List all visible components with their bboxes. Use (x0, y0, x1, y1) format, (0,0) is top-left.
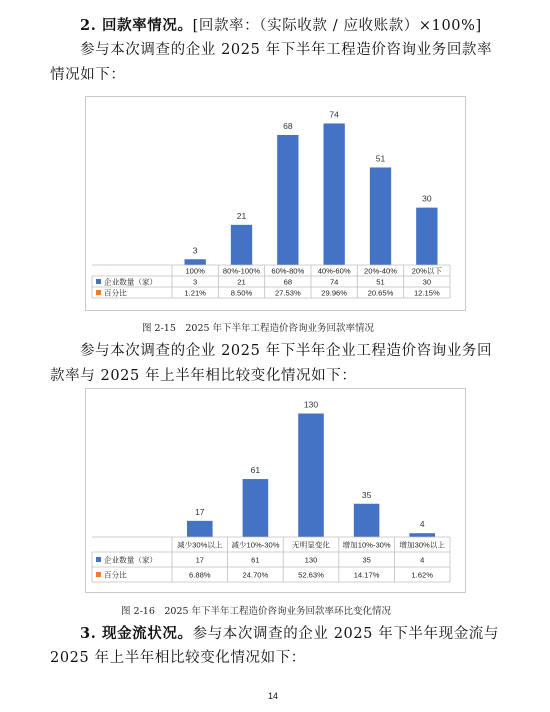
category-label-3: 40%-60% (317, 266, 351, 276)
category-label-1: 80%-100% (222, 266, 261, 276)
chart2-frame (85, 388, 466, 593)
chart2-svg (86, 389, 465, 592)
bar-3 (324, 123, 345, 265)
category-label-4: 增加30%以上 (399, 540, 445, 550)
bar-value-label-1: 61 (250, 465, 261, 476)
table-percent-cell-1: 24.70% (242, 570, 269, 580)
table-count-cell-2: 130 (304, 555, 318, 565)
table-count-cell-1: 21 (237, 277, 246, 287)
section2-para-line1: 参与本次调查的企业 2025 年下半年工程造价咨询业务回款率 (80, 42, 493, 58)
table-percent-cell-4: 1.62% (411, 570, 433, 580)
table-count-cell-4: 51 (376, 277, 385, 287)
legend-swatch-0 (96, 557, 101, 562)
bar-value-label-5: 30 (422, 193, 432, 204)
table-count-cell-3: 74 (329, 277, 339, 287)
category-label-0: 减少30%以上 (177, 540, 223, 550)
category-label-2: 无明显变化 (292, 540, 330, 550)
bar-value-label-3: 35 (361, 489, 372, 500)
table-count-cell-3: 35 (362, 555, 371, 565)
bar-value-label-4: 4 (419, 519, 425, 530)
bar-0 (185, 259, 206, 265)
table-count-cell-4: 4 (420, 555, 425, 565)
bar-1 (243, 479, 269, 537)
bar-0 (187, 521, 213, 537)
para2-line1: 参与本次调查的企业 2025 年下半年企业工程造价咨询业务回 (80, 343, 493, 359)
category-label-4: 20%-40% (364, 266, 397, 276)
bar-4 (409, 533, 435, 537)
legend-swatch-1 (96, 290, 101, 295)
bar-value-label-1: 21 (236, 210, 247, 221)
table-percent-cell-2: 52.63% (298, 570, 324, 580)
section2-heading-line (80, 13, 482, 39)
chart2-caption: 图 2-16 2025 年下半年工程造价咨询业务回款率环比变化情况 (121, 606, 392, 617)
legend-label-0: 企业数量（家） (104, 277, 158, 287)
section3-line1 (80, 621, 499, 647)
category-label-3: 增加10%-30% (342, 540, 391, 550)
legend-label-0: 企业数量（家） (104, 555, 158, 565)
category-label-1: 减少10%-30% (231, 540, 280, 550)
table-percent-cell-4: 20.65% (367, 288, 394, 298)
section2-heading: 2. 回款率情况。 (80, 17, 193, 34)
chart1-caption: 图 2-15 2025 年下半年工程造价咨询业务回款率情况 (142, 323, 375, 334)
table-count-cell-5: 30 (422, 277, 432, 287)
section2-formula: [回款率：（实际收款 / 应收账款）×100%] (192, 18, 482, 34)
section3-line1-rest: 参与本次调查的企业 2025 年下半年现金流与 (192, 626, 500, 642)
table-percent-cell-3: 29.96% (321, 288, 348, 298)
table-percent-cell-2: 27.53% (274, 288, 301, 298)
table-count-cell-2: 68 (283, 277, 293, 287)
bar-value-label-0: 17 (195, 506, 205, 517)
section3-heading: 3. 现金流状况。 (80, 625, 193, 642)
legend-swatch-1 (96, 572, 101, 577)
legend-swatch-0 (96, 279, 101, 284)
bar-2 (298, 414, 324, 538)
table-count-cell-0: 3 (193, 277, 198, 287)
bar-1 (231, 225, 252, 265)
legend-label-1: 百分比 (104, 288, 127, 298)
chart1-frame (85, 96, 466, 311)
page-number: 14 (268, 691, 279, 701)
bar-value-label-4: 51 (375, 153, 386, 164)
bar-value-label-2: 130 (303, 399, 319, 410)
table-count-cell-1: 61 (251, 555, 260, 565)
bar-4 (370, 167, 391, 265)
chart1-svg (86, 97, 465, 310)
bar-3 (354, 504, 380, 537)
table-count-cell-0: 17 (195, 555, 205, 565)
table-percent-cell-5: 12.15% (413, 288, 440, 298)
category-label-0: 100% (185, 266, 205, 276)
category-label-2: 60%-80% (271, 266, 305, 276)
table-percent-cell-3: 14.17% (353, 570, 380, 580)
table-percent-cell-0: 6.88% (189, 570, 211, 580)
legend-label-1: 百分比 (104, 570, 127, 580)
category-label-5: 20%以下 (411, 266, 443, 276)
table-percent-cell-1: 8.50% (230, 288, 253, 298)
section2-para-line2: 情况如下： (50, 67, 126, 83)
bar-value-label-0: 3 (192, 245, 198, 256)
bar-value-label-3: 74 (329, 109, 339, 120)
bar-value-label-2: 68 (283, 120, 293, 131)
bar-5 (416, 208, 437, 265)
section3-line2: 2025 年上半年相比较变化情况如下： (50, 650, 306, 666)
para2-line2: 款率与 2025 年上半年相比较变化情况如下： (50, 368, 357, 384)
bar-2 (277, 135, 298, 265)
table-percent-cell-0: 1.21% (184, 288, 206, 298)
